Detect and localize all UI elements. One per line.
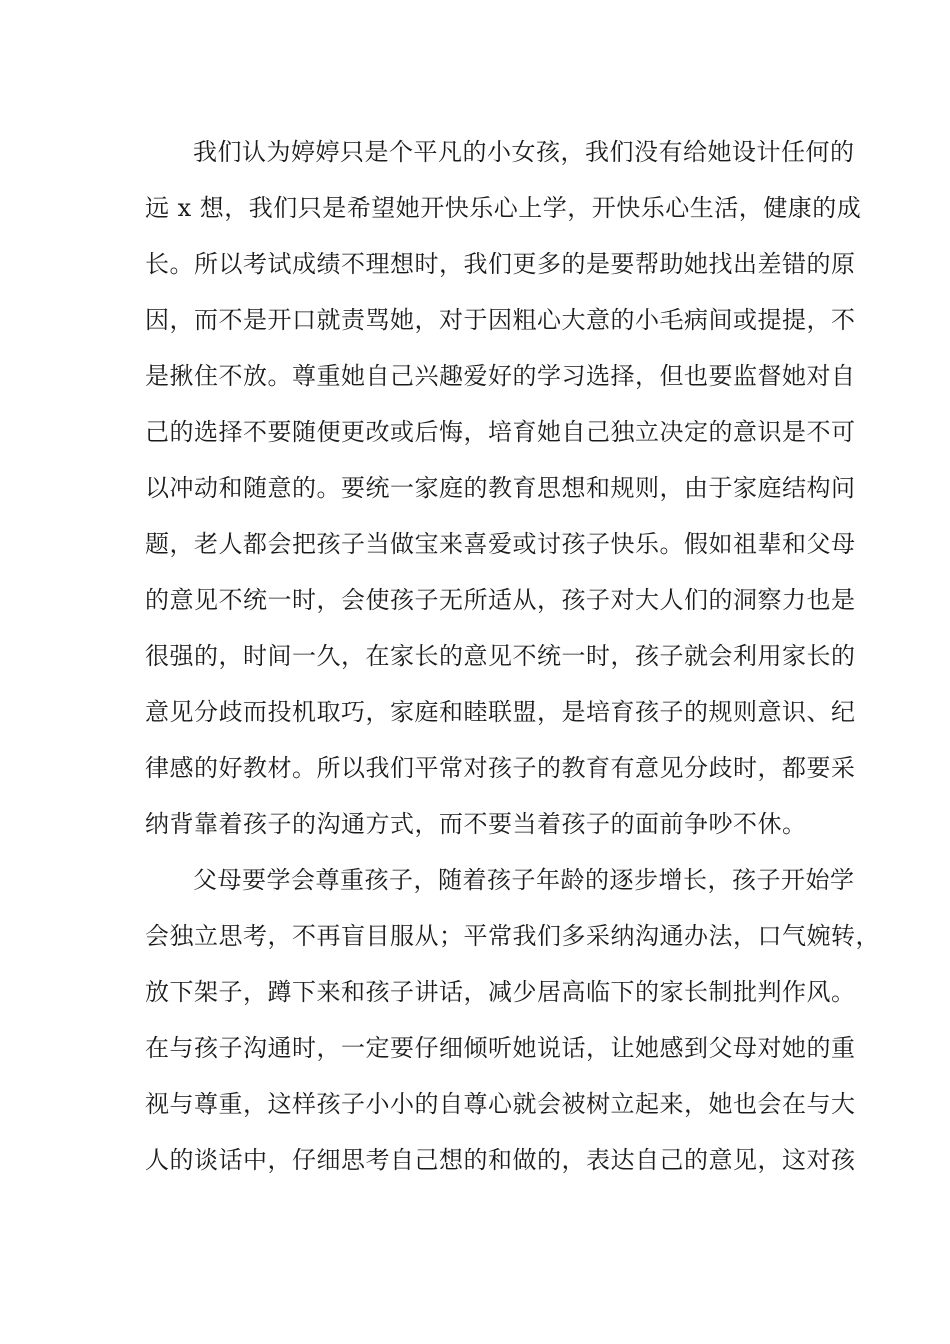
paragraph-2-line-3: 放下架子，蹲下来和孩子讲话，减少居高临下的家长制批判作风。 [145, 978, 856, 1006]
paragraph-1-line-8: 题，老人都会把孩子当做宝来喜爱或讨孩子快乐。假如祖辈和父母 [145, 530, 856, 558]
paragraph-1-line-2: 远 x 想，我们只是希望她开快乐心上学，开快乐心生活，健康的成 [145, 194, 862, 222]
paragraph-2-line-1: 父母要学会尊重孩子，随着孩子年龄的逐步增长，孩子开始学 [193, 866, 855, 894]
paragraph-1-line-5: 是揪住不放。尊重她自己兴趣爱好的学习选择，但也要监督她对自 [145, 362, 856, 390]
paragraph-1-line-11: 意见分歧而投机取巧，家庭和睦联盟，是培育孩子的规则意识、纪 [145, 698, 856, 726]
paragraph-2-line-6: 人的谈话中，仔细思考自己想的和做的，表达自己的意见，这对孩 [145, 1146, 856, 1174]
paragraph-1-line-6: 己的选择不要随便更改或后悔，培育她自己独立决定的意识是不可 [145, 418, 856, 446]
paragraph-1-line-3: 长。所以考试成绩不理想时，我们更多的是要帮助她找出差错的原 [145, 250, 856, 278]
paragraph-1-line-10: 很强的，时间一久，在家长的意见不统一时，孩子就会利用家长的 [145, 642, 856, 670]
paragraph-1-line-1: 我们认为婷婷只是个平凡的小女孩，我们没有给她设计任何的 [193, 138, 855, 166]
paragraph-1-line-13: 纳背靠着孩子的沟通方式，而不要当着孩子的面前争吵不休。 [145, 810, 807, 838]
paragraph-2-line-2: 会独立思考，不再盲目服从；平常我们多采纳沟通办法，口气婉转， [145, 922, 880, 950]
body-text [145, 130, 880, 1194]
paragraph-1-line-12: 律感的好教材。所以我们平常对孩子的教育有意见分歧时，都要采 [145, 754, 856, 782]
paragraph-2-line-5: 视与尊重，这样孩子小小的自尊心就会被树立起来，她也会在与大 [145, 1090, 856, 1118]
paragraph-2-line-4: 在与孩子沟通时，一定要仔细倾听她说话，让她感到父母对她的重 [145, 1034, 856, 1062]
paragraph-1-line-9: 的意见不统一时，会使孩子无所适从，孩子对大人们的洞察力也是 [145, 586, 856, 614]
paragraph-1-line-7: 以冲动和随意的。要统一家庭的教育思想和规则，由于家庭结构问 [145, 474, 856, 502]
paragraph-1-line-4: 因，而不是开口就责骂她，对于因粗心大意的小毛病间或提提，不 [145, 306, 856, 334]
